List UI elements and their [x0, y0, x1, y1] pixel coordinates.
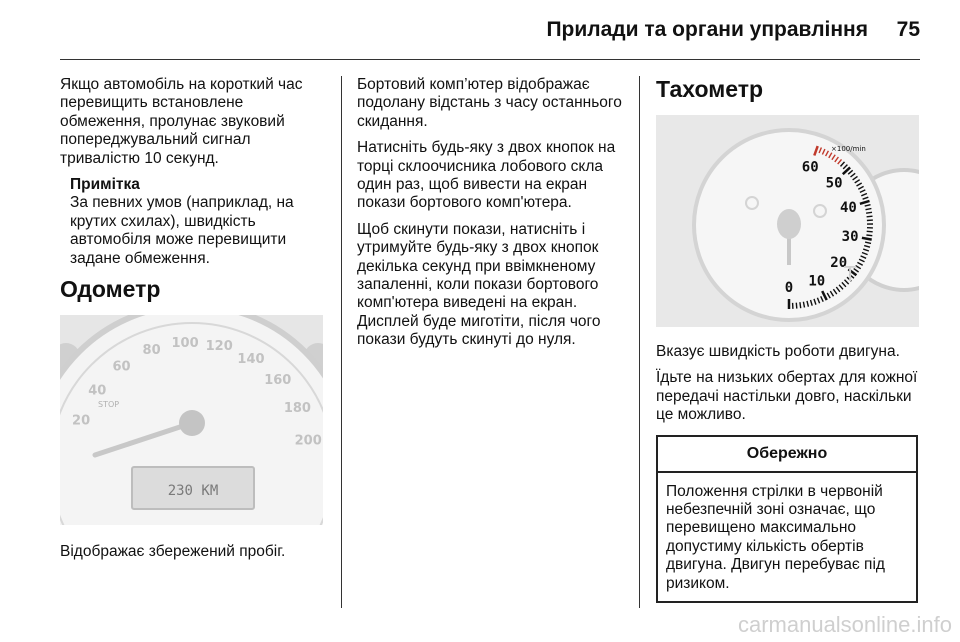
odometer-scale-label: 180 [283, 401, 311, 417]
header-divider [60, 59, 920, 60]
tachometer-tick [867, 216, 873, 217]
column-divider-1 [341, 76, 342, 608]
tachometer-unit: ×100/min [831, 145, 866, 153]
page-number: 75 [896, 18, 920, 41]
column-2 [357, 76, 625, 358]
tachometer-scale-label: 10 [808, 273, 826, 290]
tachometer-tick [866, 235, 872, 236]
column-1 [60, 76, 330, 569]
page-header [0, 0, 960, 60]
needle-hub [777, 209, 801, 239]
odometer-scale-label: 20 [72, 413, 91, 429]
odometer-heading: Одометр [60, 276, 161, 303]
odometer-caption: Відображає збережений пробіг. [60, 543, 286, 561]
odometer-display-value: 230 KM [167, 483, 219, 500]
trip-paragraph-1: Бортовий комп’ютер відображає подолану відстань з часу останнього скидання. [357, 76, 622, 130]
tachometer-tick [796, 303, 797, 309]
tachometer-tick [866, 212, 872, 213]
tachometer-tick [867, 231, 873, 232]
tachometer-paragraph-2: Їдьте на низьких обертах для кожної передачі настільки довго, наскільки це можливо. [656, 369, 918, 424]
odometer-scale-label: 140 [237, 351, 265, 367]
trip-paragraph-2: Натисніть будь-яку з двох кнопок на торці склоочисника лобового скла один раз, щоб вивести на екран покази бортового комп'ютера. [357, 139, 616, 212]
note-block [60, 176, 330, 268]
needle-hub [179, 410, 205, 436]
column-3 [656, 76, 922, 603]
odometer-scale-label: 60 [112, 359, 131, 375]
tachometer-scale-label: 50 [825, 175, 843, 192]
tachometer-scale-label: 20 [830, 255, 848, 271]
warning-title: Обережно [658, 437, 916, 473]
tachometer-tick [800, 302, 801, 308]
warning-box [656, 435, 918, 603]
tachometer-heading: Тахометр [656, 76, 764, 102]
tachometer-image [656, 115, 919, 327]
tachometer-tick [862, 238, 872, 240]
odometer-scale-label: 160 [264, 373, 292, 389]
odometer-illustration [60, 315, 323, 525]
odometer-scale-label: 100 [171, 336, 199, 352]
tachometer-scale-label: 30 [841, 228, 859, 245]
note-text: За певних умов (наприклад, на крутих схилах), швидкість автомобіля може перевищити задане обмеження. [70, 194, 294, 267]
watermark: carmanualsonline.info [737, 612, 952, 637]
tachometer-scale-label: 60 [801, 159, 819, 176]
odometer-scale-label: 120 [205, 339, 233, 355]
note-title: Примітка [70, 176, 140, 194]
tachometer-scale-label: 40 [839, 200, 857, 217]
tachometer-paragraph-1: Вказує швидкість роботи двигуна. [656, 343, 900, 360]
odometer-scale-label: 40 [88, 383, 107, 399]
odometer-scale-label: 200 [294, 433, 322, 449]
warning-text: Положення стрілки в червоній небезпечній зоні означає, що перевищено максимально допустиму кількість обертів двигуна. Двигун перебуває під ризиком. [666, 482, 885, 592]
odometer-image [60, 315, 323, 525]
column-divider-2 [639, 76, 640, 608]
odometer-scale-label: 80 [142, 343, 161, 359]
trip-paragraph-3: Щоб скинути покази, натисніть і утримуйте будь-яку з двох кнопок декілька секунд при ввімкненому запаленні, коли покази бортового комп'ютера виведені на екран. Дисплей буде миготіти, після чого покази будуть скинуті до нуля. [357, 220, 601, 349]
header-title: Прилади та органи управління [546, 18, 868, 41]
temperature-icon: T [844, 262, 857, 286]
intro-paragraph: Якщо автомобіль на короткий час перевищить встановлене обмеження, пролунає звуковий попереджувальний сигнал тривалістю 10 секунд. [60, 76, 303, 167]
tachometer-illustration [656, 115, 919, 327]
stop-icon: STOP [98, 400, 120, 410]
tachometer-scale-label: 0 [784, 280, 794, 296]
